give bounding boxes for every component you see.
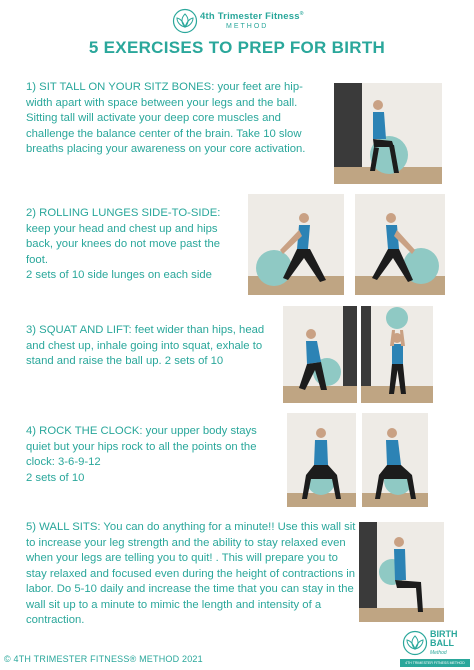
badge-title: BIRTH BALL [430,629,458,648]
birth-ball-badge [400,628,470,668]
exercise-4-instructions: 4) ROCK THE CLOCK: your upper body stays quiet but your hips rock to all the points on the clock: 3-6-9-12 [26,425,257,468]
exercise-1-text: 1) SIT TALL ON YOUR SITZ BONES: your feet are hip-width apart with space between your legs and the ball. Sitting tall will activate your deep core muscles and challenge the balance center of the brain. Take 10 slow breaths placing your awareness on your core activation. [26,81,306,155]
exercise-4-photo-left [287,413,356,507]
brand-sub: METHOD [226,23,269,30]
badge-tag: 4TH TRIMESTER FITNESS METHOD [400,659,470,667]
exercise-1-photo [334,83,442,184]
copyright-footer: © 4TH TRIMESTER FITNESS® METHOD 2021 [4,654,203,664]
exercise-5-photo [359,522,444,622]
exercise-2-text [26,206,242,284]
badge-sub: Method [430,650,447,656]
brand-name: 4th Trimester Fitness® [200,11,304,23]
exercise-5-text: 5) WALL SITS: You can do anything for a minute!! Use this wall sit to increase your leg strength and the ability to stay relaxed even when your legs are telling you to quit! . This will prepare you to stay relaxed and focused even during the height of contractions in labor. Do 5-10 daily and increase the time that you can stay in the wall sit up to a minute to mimic the length and intensity of a contraction. [26,521,356,626]
exercise-2-instructions: 2) ROLLING LUNGES SIDE-TO-SIDE: keep your head and chest up and hips back, your knees do not move past the foot. [26,207,221,266]
lotus-icon [402,630,428,656]
exercise-3-photo-right [361,306,433,403]
exercise-3-text: 3) SQUAT AND LIFT: feet wider than hips, head and chest up, inhale going into squat, exhale to stand and raise the ball up. 2 sets of 10 [26,324,265,367]
lotus-icon [172,8,198,34]
header [0,6,474,34]
exercise-2-photo-right [355,194,445,295]
exercise-4-photo-right [362,413,428,507]
exercise-3-photo-left [283,306,357,403]
exercise-2-photo-left [248,194,344,295]
exercise-4-text [26,424,266,486]
exercise-2-sets: 2 sets of 10 side lunges on each side [26,269,212,281]
exercise-4-sets: 2 sets of 10 [26,471,85,484]
page-title: 5 EXERCISES TO PREP FOR BIRTH [88,38,386,57]
